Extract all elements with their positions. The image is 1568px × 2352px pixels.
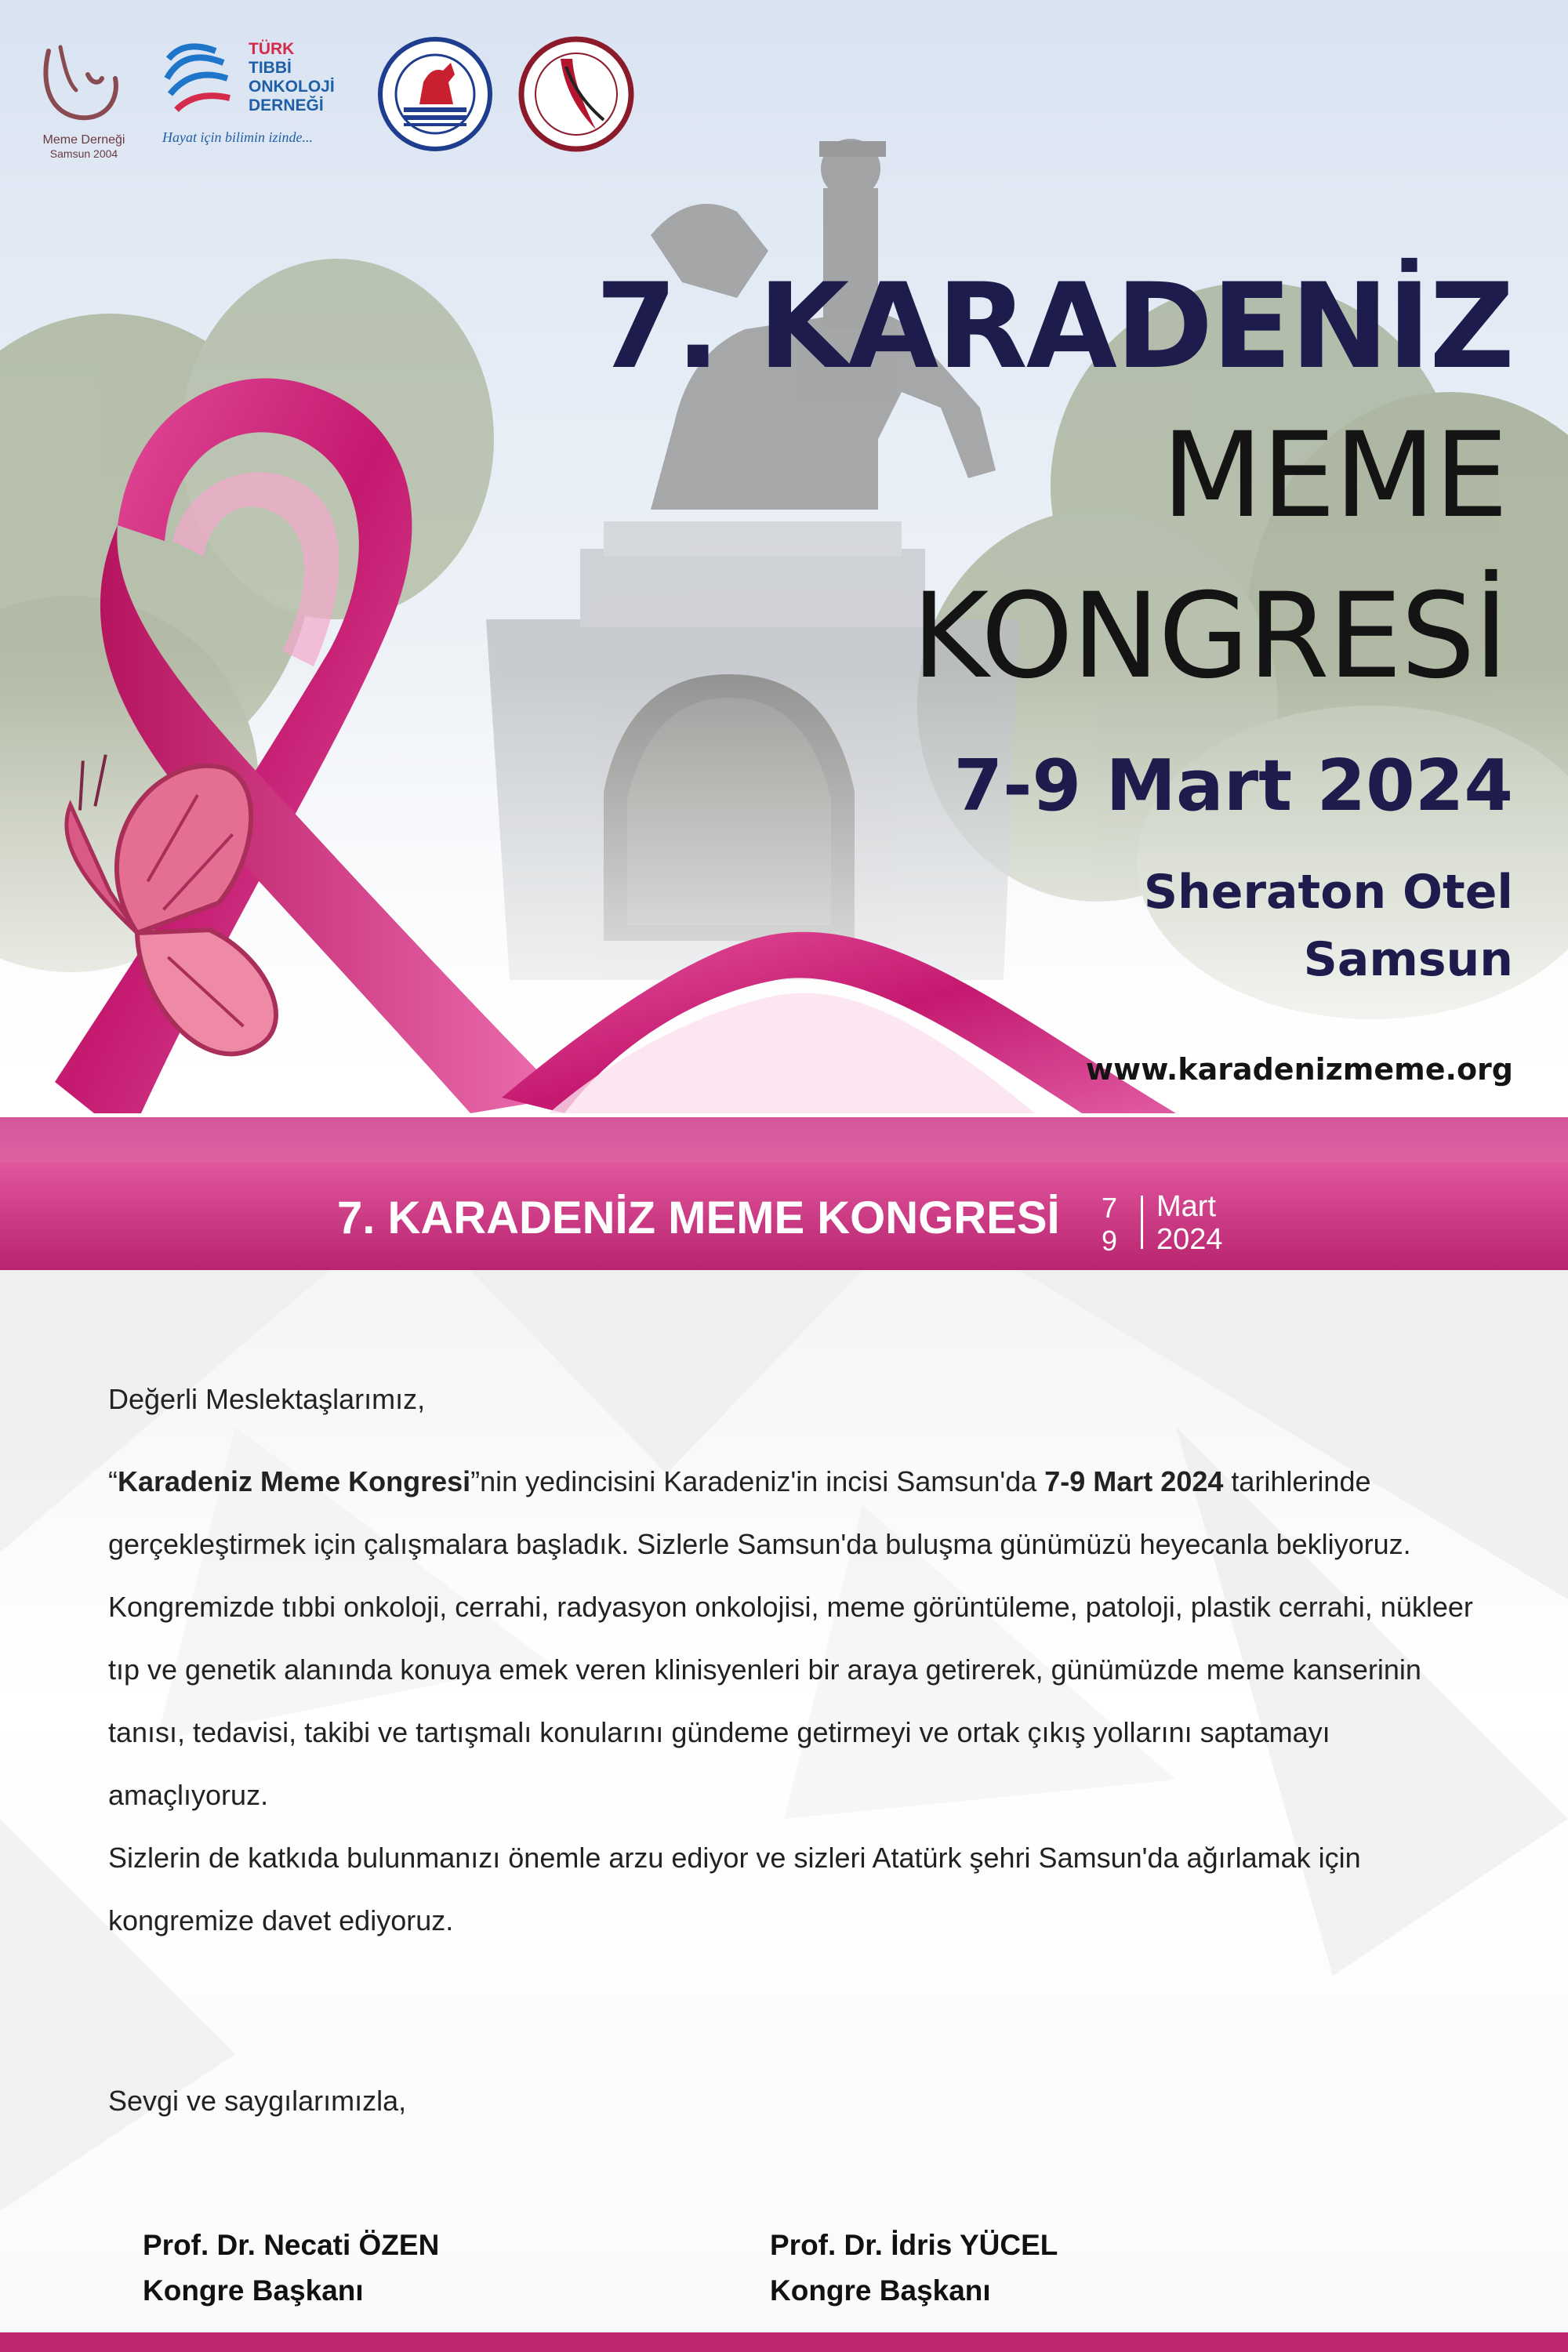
tod-line2: TIBBİ: [249, 59, 292, 77]
banner-stripe: [0, 1117, 1568, 1163]
letter-closing: Sevgi ve saygılarımızla,: [108, 2085, 407, 2117]
hero-title-line1: 7. KARADENİZ: [595, 259, 1513, 395]
signatory-role: Kongre Başkanı: [770, 2274, 991, 2307]
banner-year: 2024: [1156, 1223, 1223, 1256]
meme-dernegi-logo: [33, 35, 135, 165]
federation-seal-logo: [517, 35, 635, 153]
website-link[interactable]: www.karadenizmeme.org: [1085, 1052, 1513, 1087]
bottom-bar: [0, 2332, 1568, 2352]
banner-day-end: 9: [1102, 1225, 1118, 1257]
letter-paragraph-1: [108, 1450, 1488, 1576]
banner-title: 7. KARADENİZ MEME KONGRESİ: [337, 1192, 1060, 1243]
p1-text-b: tarihlerinde gerçekleştirmek için çalışmalara başladık. Sizlerle Samsun'da buluşma günümüzü heyecanla bekliyoruz.: [108, 1465, 1411, 1560]
hero-title-line3: KONGRESİ: [911, 568, 1507, 705]
tod-line1: TÜRK: [249, 40, 295, 58]
congress-dates-bold: 7-9 Mart 2024: [1044, 1465, 1224, 1497]
hero-dates: 7-9 Mart 2024: [953, 745, 1513, 827]
venue-line1: Sheraton Otel: [1143, 865, 1513, 920]
hero-section: [0, 0, 1568, 1117]
signature-block-1: [143, 2223, 439, 2314]
signature-block-2: [770, 2223, 1058, 2314]
tod-line4: DERNEĞİ: [249, 96, 324, 114]
signatory-name: Prof. Dr. İdris YÜCEL: [770, 2229, 1058, 2261]
letter-paragraph-2: Kongremizde tıbbi onkoloji, cerrahi, radyasyon onkolojisi, meme görüntüleme, patoloji, plastik cerrahi, nükleer tıp ve genetik alanında konuya emek veren klinisyenleri bir araya getirerek, günümüzde meme kanserinin tanısı, tedavisi, takibi ve tartışmalı konularını gündeme getirmeyi ve ortak çıkış yollarını saptamayı amaçlıyoruz.: [108, 1591, 1473, 1811]
hero-title-line2: MEME: [1161, 408, 1507, 544]
banner-day-start: 7: [1102, 1192, 1118, 1224]
letter-body: [108, 1450, 1488, 1952]
banner-divider: [1141, 1196, 1143, 1249]
congress-name-bold: Karadeniz Meme Kongresi: [118, 1465, 471, 1497]
signatory-role: Kongre Başkanı: [143, 2274, 364, 2307]
meme-dernegi-name: Meme Derneği: [42, 133, 125, 147]
p1-text-a: ”nin yedincisini Karadeniz'in incisi Samsun'da: [470, 1465, 1045, 1497]
hero-venue: [1144, 858, 1513, 993]
tod-motto: Hayat için bilimin izinde...: [162, 129, 313, 145]
venue-line2: Samsun: [1303, 932, 1513, 987]
signatory-name: Prof. Dr. Necati ÖZEN: [143, 2229, 440, 2261]
open-quote: “: [108, 1465, 118, 1497]
letter-salutation: Değerli Meslektaşlarımız,: [108, 1383, 426, 1415]
meme-dernegi-sub: Samsun 2004: [49, 147, 118, 160]
letter-paragraph-3: Sizlerin de katkıda bulunmanızı önemle arzu ediyor ve sizleri Atatürk şehri Samsun'da ağırlamak için kongremize davet ediyoruz.: [108, 1842, 1361, 1936]
banner-month: Mart: [1156, 1190, 1216, 1223]
tod-logo: [161, 35, 349, 161]
omu-seal-logo: [376, 35, 494, 153]
tod-line3: ONKOLOJİ: [249, 78, 335, 96]
